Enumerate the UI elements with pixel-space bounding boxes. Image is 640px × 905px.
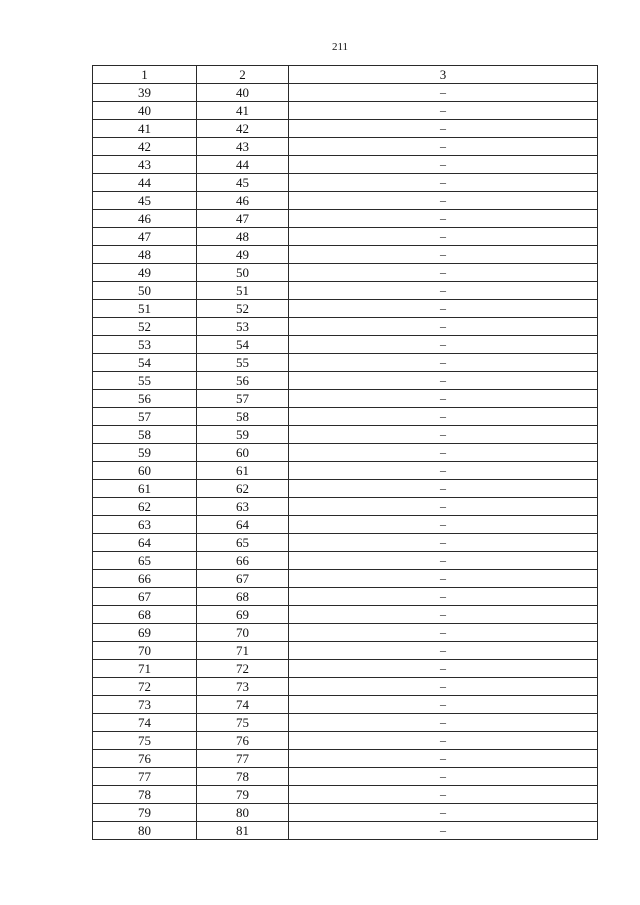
table-cell-col-1: 44 <box>93 174 197 192</box>
table-row <box>93 624 598 642</box>
table-row <box>93 498 598 516</box>
table-row <box>93 408 598 426</box>
table-cell-col-1: 62 <box>93 498 197 516</box>
table-cell-col-3: – <box>289 426 598 444</box>
table-cell-col-2: 48 <box>197 228 289 246</box>
table-row <box>93 786 598 804</box>
table-cell-col-1: 78 <box>93 786 197 804</box>
table-row <box>93 120 598 138</box>
table-cell-col-1: 70 <box>93 642 197 660</box>
table-row <box>93 588 598 606</box>
table-cell-col-3: – <box>289 408 598 426</box>
table-cell-col-2: 58 <box>197 408 289 426</box>
table-cell-col-3: – <box>289 192 598 210</box>
data-table <box>92 65 598 840</box>
table-row <box>93 516 598 534</box>
table-cell-col-3: – <box>289 516 598 534</box>
table-row <box>93 354 598 372</box>
table-cell-col-3: – <box>289 138 598 156</box>
table-cell-col-3: – <box>289 300 598 318</box>
table-cell-col-3: – <box>289 282 598 300</box>
table-cell-col-1: 79 <box>93 804 197 822</box>
table-cell-col-1: 58 <box>93 426 197 444</box>
table-cell-col-3: – <box>289 768 598 786</box>
table-cell-col-2: 40 <box>197 84 289 102</box>
table-cell-col-3: – <box>289 534 598 552</box>
table-cell-col-1: 61 <box>93 480 197 498</box>
table-cell-col-1: 65 <box>93 552 197 570</box>
table-cell-col-3: – <box>289 552 598 570</box>
table-cell-col-3: – <box>289 804 598 822</box>
table-row <box>93 480 598 498</box>
table-row <box>93 336 598 354</box>
table-cell-col-1: 47 <box>93 228 197 246</box>
table-cell-col-2: 78 <box>197 768 289 786</box>
table-cell-col-1: 39 <box>93 84 197 102</box>
table-row <box>93 264 598 282</box>
table-cell-col-2: 43 <box>197 138 289 156</box>
table-row <box>93 300 598 318</box>
table-cell-col-2: 56 <box>197 372 289 390</box>
table-cell-col-2: 75 <box>197 714 289 732</box>
table-cell-col-2: 51 <box>197 282 289 300</box>
table-cell-col-2: 74 <box>197 696 289 714</box>
table-row <box>93 804 598 822</box>
table-cell-col-2: 62 <box>197 480 289 498</box>
table-cell-col-3: – <box>289 156 598 174</box>
table-cell-col-3: – <box>289 498 598 516</box>
table-cell-col-3: – <box>289 210 598 228</box>
table-row <box>93 84 598 102</box>
table-cell-col-1: 53 <box>93 336 197 354</box>
table-cell-col-2: 60 <box>197 444 289 462</box>
table-cell-col-1: 51 <box>93 300 197 318</box>
table-row <box>93 750 598 768</box>
table-row <box>93 228 598 246</box>
table-cell-col-1: 52 <box>93 318 197 336</box>
table-cell-col-1: 48 <box>93 246 197 264</box>
table-cell-col-3: – <box>289 642 598 660</box>
table-cell-col-2: 44 <box>197 156 289 174</box>
table-cell-col-1: 77 <box>93 768 197 786</box>
table-cell-col-3: – <box>289 696 598 714</box>
table-cell-col-2: 65 <box>197 534 289 552</box>
table-cell-col-2: 55 <box>197 354 289 372</box>
table-cell-col-1: 49 <box>93 264 197 282</box>
table-cell-col-1: 41 <box>93 120 197 138</box>
table-cell-col-3: – <box>289 750 598 768</box>
table-cell-col-1: 63 <box>93 516 197 534</box>
table-cell-col-2: 52 <box>197 300 289 318</box>
table-cell-col-1: 75 <box>93 732 197 750</box>
table-cell-col-2: 61 <box>197 462 289 480</box>
table-cell-col-1: 45 <box>93 192 197 210</box>
table-cell-col-1: 67 <box>93 588 197 606</box>
table-cell-col-3: – <box>289 462 598 480</box>
table-cell-col-1: 69 <box>93 624 197 642</box>
table-row <box>93 534 598 552</box>
table-cell-col-3: – <box>289 624 598 642</box>
page-number: 211 <box>331 41 349 53</box>
table-cell-col-1: 71 <box>93 660 197 678</box>
table-cell-col-1: 54 <box>93 354 197 372</box>
table-cell-col-3: – <box>289 390 598 408</box>
table-row <box>93 246 598 264</box>
table-cell-col-1: 72 <box>93 678 197 696</box>
table-cell-col-1: 74 <box>93 714 197 732</box>
table-cell-col-2: 46 <box>197 192 289 210</box>
table-cell-col-3: – <box>289 606 598 624</box>
table-cell-col-3: – <box>289 786 598 804</box>
table-cell-col-2: 69 <box>197 606 289 624</box>
table-row <box>93 282 598 300</box>
table-cell-col-1: 64 <box>93 534 197 552</box>
table-cell-col-2: 77 <box>197 750 289 768</box>
table-body <box>93 84 598 840</box>
table-cell-col-2: 59 <box>197 426 289 444</box>
table-cell-col-1: 60 <box>93 462 197 480</box>
table-cell-col-2: 71 <box>197 642 289 660</box>
table-row <box>93 732 598 750</box>
table-cell-col-1: 68 <box>93 606 197 624</box>
table-row <box>93 552 598 570</box>
table-cell-col-3: – <box>289 318 598 336</box>
table-row <box>93 696 598 714</box>
table-cell-col-3: – <box>289 246 598 264</box>
table-cell-col-2: 63 <box>197 498 289 516</box>
table-cell-col-3: – <box>289 336 598 354</box>
table-cell-col-3: – <box>289 354 598 372</box>
table-row <box>93 642 598 660</box>
table-cell-col-2: 42 <box>197 120 289 138</box>
table-row <box>93 102 598 120</box>
table-cell-col-3: – <box>289 174 598 192</box>
column-header-3: 3 <box>289 66 598 84</box>
table-cell-col-2: 41 <box>197 102 289 120</box>
table-cell-col-3: – <box>289 660 598 678</box>
table-row <box>93 174 598 192</box>
table-cell-col-3: – <box>289 444 598 462</box>
table-cell-col-3: – <box>289 372 598 390</box>
table-cell-col-1: 46 <box>93 210 197 228</box>
table-cell-col-2: 64 <box>197 516 289 534</box>
table-cell-col-3: – <box>289 84 598 102</box>
table-cell-col-3: – <box>289 480 598 498</box>
table-cell-col-3: – <box>289 822 598 840</box>
table-row <box>93 768 598 786</box>
table-cell-col-2: 80 <box>197 804 289 822</box>
table-cell-col-2: 49 <box>197 246 289 264</box>
table-cell-col-1: 42 <box>93 138 197 156</box>
table-cell-col-1: 76 <box>93 750 197 768</box>
table-row <box>93 822 598 840</box>
table-cell-col-2: 53 <box>197 318 289 336</box>
table-cell-col-2: 79 <box>197 786 289 804</box>
table-cell-col-2: 73 <box>197 678 289 696</box>
table-cell-col-2: 68 <box>197 588 289 606</box>
table-cell-col-3: – <box>289 264 598 282</box>
table-cell-col-2: 54 <box>197 336 289 354</box>
table-cell-col-3: – <box>289 228 598 246</box>
table-cell-col-2: 45 <box>197 174 289 192</box>
table-row <box>93 606 598 624</box>
table-header <box>93 66 598 84</box>
table-row <box>93 390 598 408</box>
table-row <box>93 570 598 588</box>
table-cell-col-3: – <box>289 102 598 120</box>
table-cell-col-2: 50 <box>197 264 289 282</box>
table-row <box>93 318 598 336</box>
header-row <box>93 66 598 84</box>
table-row <box>93 426 598 444</box>
column-header-1: 1 <box>93 66 197 84</box>
table-cell-col-1: 55 <box>93 372 197 390</box>
table-cell-col-2: 72 <box>197 660 289 678</box>
table-cell-col-1: 43 <box>93 156 197 174</box>
table-row <box>93 138 598 156</box>
table-row <box>93 372 598 390</box>
table-row <box>93 156 598 174</box>
table-cell-col-3: – <box>289 678 598 696</box>
table-row <box>93 444 598 462</box>
table-cell-col-1: 73 <box>93 696 197 714</box>
table-cell-col-2: 47 <box>197 210 289 228</box>
table-cell-col-3: – <box>289 120 598 138</box>
table-row <box>93 462 598 480</box>
table-row <box>93 660 598 678</box>
table-cell-col-3: – <box>289 588 598 606</box>
table-row <box>93 678 598 696</box>
table-row <box>93 714 598 732</box>
column-header-2: 2 <box>197 66 289 84</box>
table-cell-col-2: 67 <box>197 570 289 588</box>
table-cell-col-2: 70 <box>197 624 289 642</box>
table-cell-col-1: 40 <box>93 102 197 120</box>
table-cell-col-1: 56 <box>93 390 197 408</box>
table-cell-col-1: 50 <box>93 282 197 300</box>
table-cell-col-2: 66 <box>197 552 289 570</box>
table-cell-col-3: – <box>289 570 598 588</box>
table-cell-col-2: 57 <box>197 390 289 408</box>
table-cell-col-1: 57 <box>93 408 197 426</box>
table-cell-col-3: – <box>289 732 598 750</box>
table-cell-col-1: 80 <box>93 822 197 840</box>
table-cell-col-2: 76 <box>197 732 289 750</box>
table-cell-col-1: 66 <box>93 570 197 588</box>
table-cell-col-3: – <box>289 714 598 732</box>
table-row <box>93 210 598 228</box>
table-row <box>93 192 598 210</box>
table-cell-col-1: 59 <box>93 444 197 462</box>
table-cell-col-2: 81 <box>197 822 289 840</box>
